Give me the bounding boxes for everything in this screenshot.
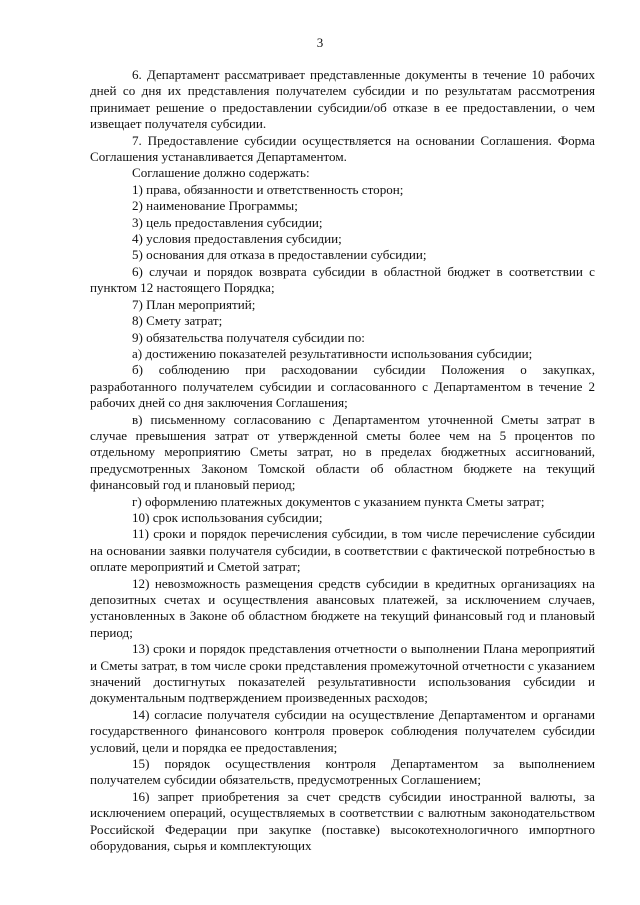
list-item-5: 5) основания для отказа в предоставлении субсидии;	[132, 247, 427, 263]
paragraph-7-agreement-basis: 7. Предоставление субсидии осуществляется на основании Соглашения. Форма Соглашения устанавливается Департаментом.	[90, 132, 595, 165]
list-item-14: 14) согласие получателя субсидии на осуществление Департаментом и органами государственного финансового контроля проверок соблюдения получателем субсидии условий, цели и порядка ее предоставления;	[90, 706, 595, 755]
agreement-contents-intro: Соглашение должно содержать:	[132, 165, 310, 181]
list-item-6: 6) случаи и порядок возврата субсидии в областной бюджет в соответствии с пунктом 12 настоящего Порядка;	[90, 263, 595, 296]
list-item-1: 1) права, обязанности и ответственность сторон;	[132, 181, 404, 197]
list-item-15: 15) порядок осуществления контроля Департаментом за выполнением получателем субсидии обязательств, предусмотренных Соглашением;	[90, 756, 595, 788]
sub-item-a: а) достижению показателей результативности использования субсидии;	[132, 345, 533, 361]
sub-item-b: б) соблюдению при расходовании субсидии Положения о закупках, разработанного получателем субсидии и согласованного с Департаментом в течение 2 рабочих дней со дня заключения Соглашения;	[90, 362, 595, 411]
list-item-8: 8) Смету затрат;	[132, 313, 223, 329]
list-item-7: 7) План мероприятий;	[132, 296, 256, 312]
sub-item-v: в) письменному согласованию с Департаментом уточненной Сметы затрат в случае превышения затрат от утвержденной сметы более чем на 5 процентов по отдельному мероприятию Сметы затрат, но в пределах бюджетных ассигнований, предусмотренных Законом Томской области об областном бюджете на текущий финансовый год и плановый период;	[90, 411, 595, 493]
sub-item-g: г) оформлению платежных документов с указанием пункта Сметы затрат;	[132, 493, 545, 509]
list-item-13: 13) сроки и порядок представления отчетности о выполнении Плана мероприятий и Сметы затрат, в том числе сроки представления промежуточной отчетности с указанием значений достигнутых показателей результативности использования субсидии и документальным подтверждением произведенных расходов;	[90, 641, 595, 706]
list-item-10: 10) срок использования субсидии;	[132, 509, 323, 525]
list-item-16: 16) запрет приобретения за счет средств субсидии иностранной валюты, за исключением операций, осуществляемых в соответствии с валютным законодательством Российской Федерации при закупке (поставке) высокотехнологичного импортного оборудования, сырья и комплектующих	[90, 788, 595, 854]
list-item-4: 4) условия предоставления субсидии;	[132, 231, 342, 247]
page-number: 3	[316, 35, 324, 50]
list-item-2: 2) наименование Программы;	[132, 198, 298, 214]
document-body	[90, 67, 595, 855]
list-item-9: 9) обязательства получателя субсидии по:	[132, 329, 365, 345]
list-item-11: 11) сроки и порядок перечисления субсидии, в том числе перечисление субсидии на основании заявки получателя субсидии, в соответствии с фактической потребностью в оплате мероприятий и Сметой затрат;	[90, 526, 595, 575]
paragraph-6-review-period: 6. Департамент рассматривает представленные документы в течение 10 рабочих дней со дня их представления получателем субсидии и по результатам рассмотрения принимает решение о предоставлении субсидии/об отказе в ее предоставлении, о чем извещает получателя субсидии.	[90, 67, 595, 132]
list-item-3: 3) цель предоставления субсидии;	[132, 214, 323, 230]
list-item-12: 12) невозможность размещения средств субсидии в кредитных организациях на депозитных счетах и осуществления авансовых платежей, за исключением случаев, установленных в Законе об областном бюджете на текущий финансовый год и плановый период;	[90, 575, 595, 640]
